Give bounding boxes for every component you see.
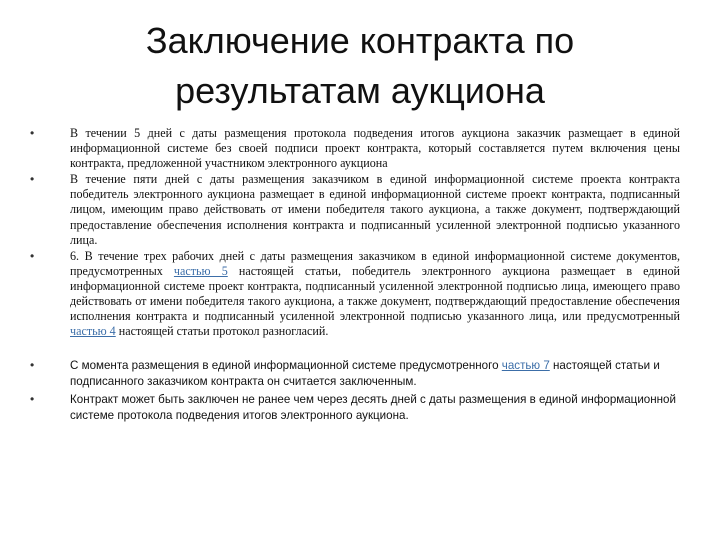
bullet-marker: • <box>30 172 35 187</box>
item-text: С момента размещения в единой информационной системе предусмотренного <box>70 359 502 373</box>
title-line-2: результатам аукциона <box>175 70 545 111</box>
bullet-marker: • <box>30 248 35 263</box>
spacer <box>30 340 680 358</box>
bullet-list <box>30 126 680 426</box>
list-item <box>30 172 680 247</box>
list-item <box>30 358 680 389</box>
item-text: В течение пяти дней с даты размещения заказчиком в единой информационной системе проекта контракта победитель электронного аукциона размещает в единой информационной системе проект контракта, подписанный лицом, имеющим право действовать от имени победителя такого аукциона, а также документ, подтверждающий предоставление обеспечения исполнения контракта и подписанный усиленной электронной подписью указанного лица. <box>70 172 680 247</box>
item-text: 6. В течение трех рабочих дней с даты размещения заказчиком в единой информационной системе документов, предусмотренных <box>70 248 680 278</box>
link-part-4[interactable]: частью 4 <box>70 324 116 339</box>
item-text: настоящей статьи, победитель электронного аукциона размещает в единой информационной системе проект контракта, подписанный усиленной электронной подписью лица, имеющего право действовать от имени победителя такого аукциона, а также документ, подтверждающий предоставление обеспечения исполнения контракта и подписанный усиленной электронной подписью указанного лица, или предусмотренный <box>70 263 680 324</box>
page-title <box>60 16 660 116</box>
item-text: Контракт может быть заключен не ранее чем через десять дней с даты размещения в единой информационной системе протокола подведения итогов электронного аукциона. <box>70 393 676 422</box>
item-text: настоящей статьи протокол разногласий. <box>115 324 329 339</box>
bullet-marker: • <box>30 358 35 373</box>
bullet-marker: • <box>30 392 35 407</box>
item-text: настоящей статьи и подписанного заказчиком контракта он считается заключенным. <box>70 359 660 388</box>
list-item <box>30 392 680 423</box>
list-item <box>30 126 680 171</box>
bullet-marker: • <box>30 126 35 140</box>
list-item <box>30 249 680 340</box>
title-line-1: Заключение контракта по <box>145 20 575 61</box>
link-part-5[interactable]: частью 5 <box>173 263 228 278</box>
link-part-7[interactable]: частью 7 <box>501 359 550 373</box>
item-text: В течении 5 дней с даты размещения протокола подведения итогов аукциона заказчик размещает в единой информационной системе без своей подписи проект контракта, который составляется путем включения цены контракта, предложенной участником электронного аукциона <box>70 126 680 171</box>
